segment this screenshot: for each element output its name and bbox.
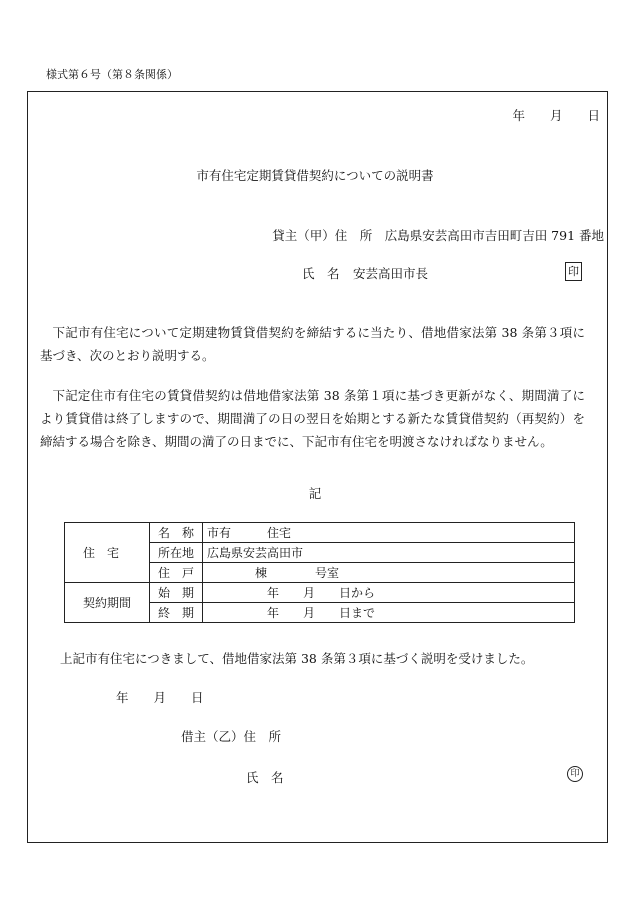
lessee-name-label: 氏 名 — [246, 770, 284, 785]
date-bottom: 年 月 日 — [116, 690, 204, 705]
lessee-address-line: 借主（乙）住 所 — [181, 729, 282, 744]
paragraph-2: 下記定住市有住宅の賃貸借契約は借地借家法第 38 条第１項に基づき更新がなく、期間満了により賃貸借は終了しますので、期間満了の日の翌日を始期とする新たな賃貸借契約（再契約）を締結する場合を除き、期間の満了の日までに、下記市有住宅を明渡さなければなりません。 — [40, 388, 585, 449]
contract-group-label: 契約期間 — [65, 583, 150, 623]
row-label-end: 終 期 — [150, 603, 203, 623]
document-title: 市有住宅定期賃貸借契約についての説明書 — [196, 168, 434, 183]
row-label-unit: 住 戸 — [150, 563, 203, 583]
lessor-address-line: 貸主（甲）住 所 広島県安芸高田市吉田町吉田 791 番地 — [272, 228, 604, 243]
table-row — [65, 523, 575, 543]
housing-group-label: 住宅 — [65, 523, 150, 583]
row-value-name: 市有 住宅 — [203, 523, 575, 543]
housing-info-table — [64, 522, 575, 623]
confirmation-text: 上記市有住宅につきまして、借地借家法第 38 条第３項に基づく説明を受けました。 — [60, 651, 534, 666]
paragraph-1: 下記市有住宅について定期建物賃貸借契約を締結するに当たり、借地借家法第 38 条第３項に基づき、次のとおり説明する。 — [40, 325, 585, 363]
document-frame — [27, 91, 608, 843]
row-value-end: 年 月 日まで — [203, 603, 575, 623]
row-value-location: 広島県安芸高田市 — [203, 543, 575, 563]
lessee-seal-icon: 印 — [567, 766, 583, 782]
row-value-unit: 棟 号室 — [203, 563, 575, 583]
date-top: 年 月 日 — [512, 108, 600, 123]
row-label-location: 所在地 — [150, 543, 203, 563]
table-row — [65, 583, 575, 603]
lessor-name: 安芸高田市長 — [353, 266, 429, 281]
ki-heading: 記 — [308, 486, 322, 501]
lessor-seal-icon: 印 — [565, 262, 582, 281]
row-label-start: 始 期 — [150, 583, 203, 603]
form-number: 様式第６号（第８条関係） — [46, 68, 178, 81]
row-label-name: 名 称 — [150, 523, 203, 543]
row-value-start: 年 月 日から — [203, 583, 575, 603]
lessor-name-label: 氏 名 — [302, 266, 340, 281]
